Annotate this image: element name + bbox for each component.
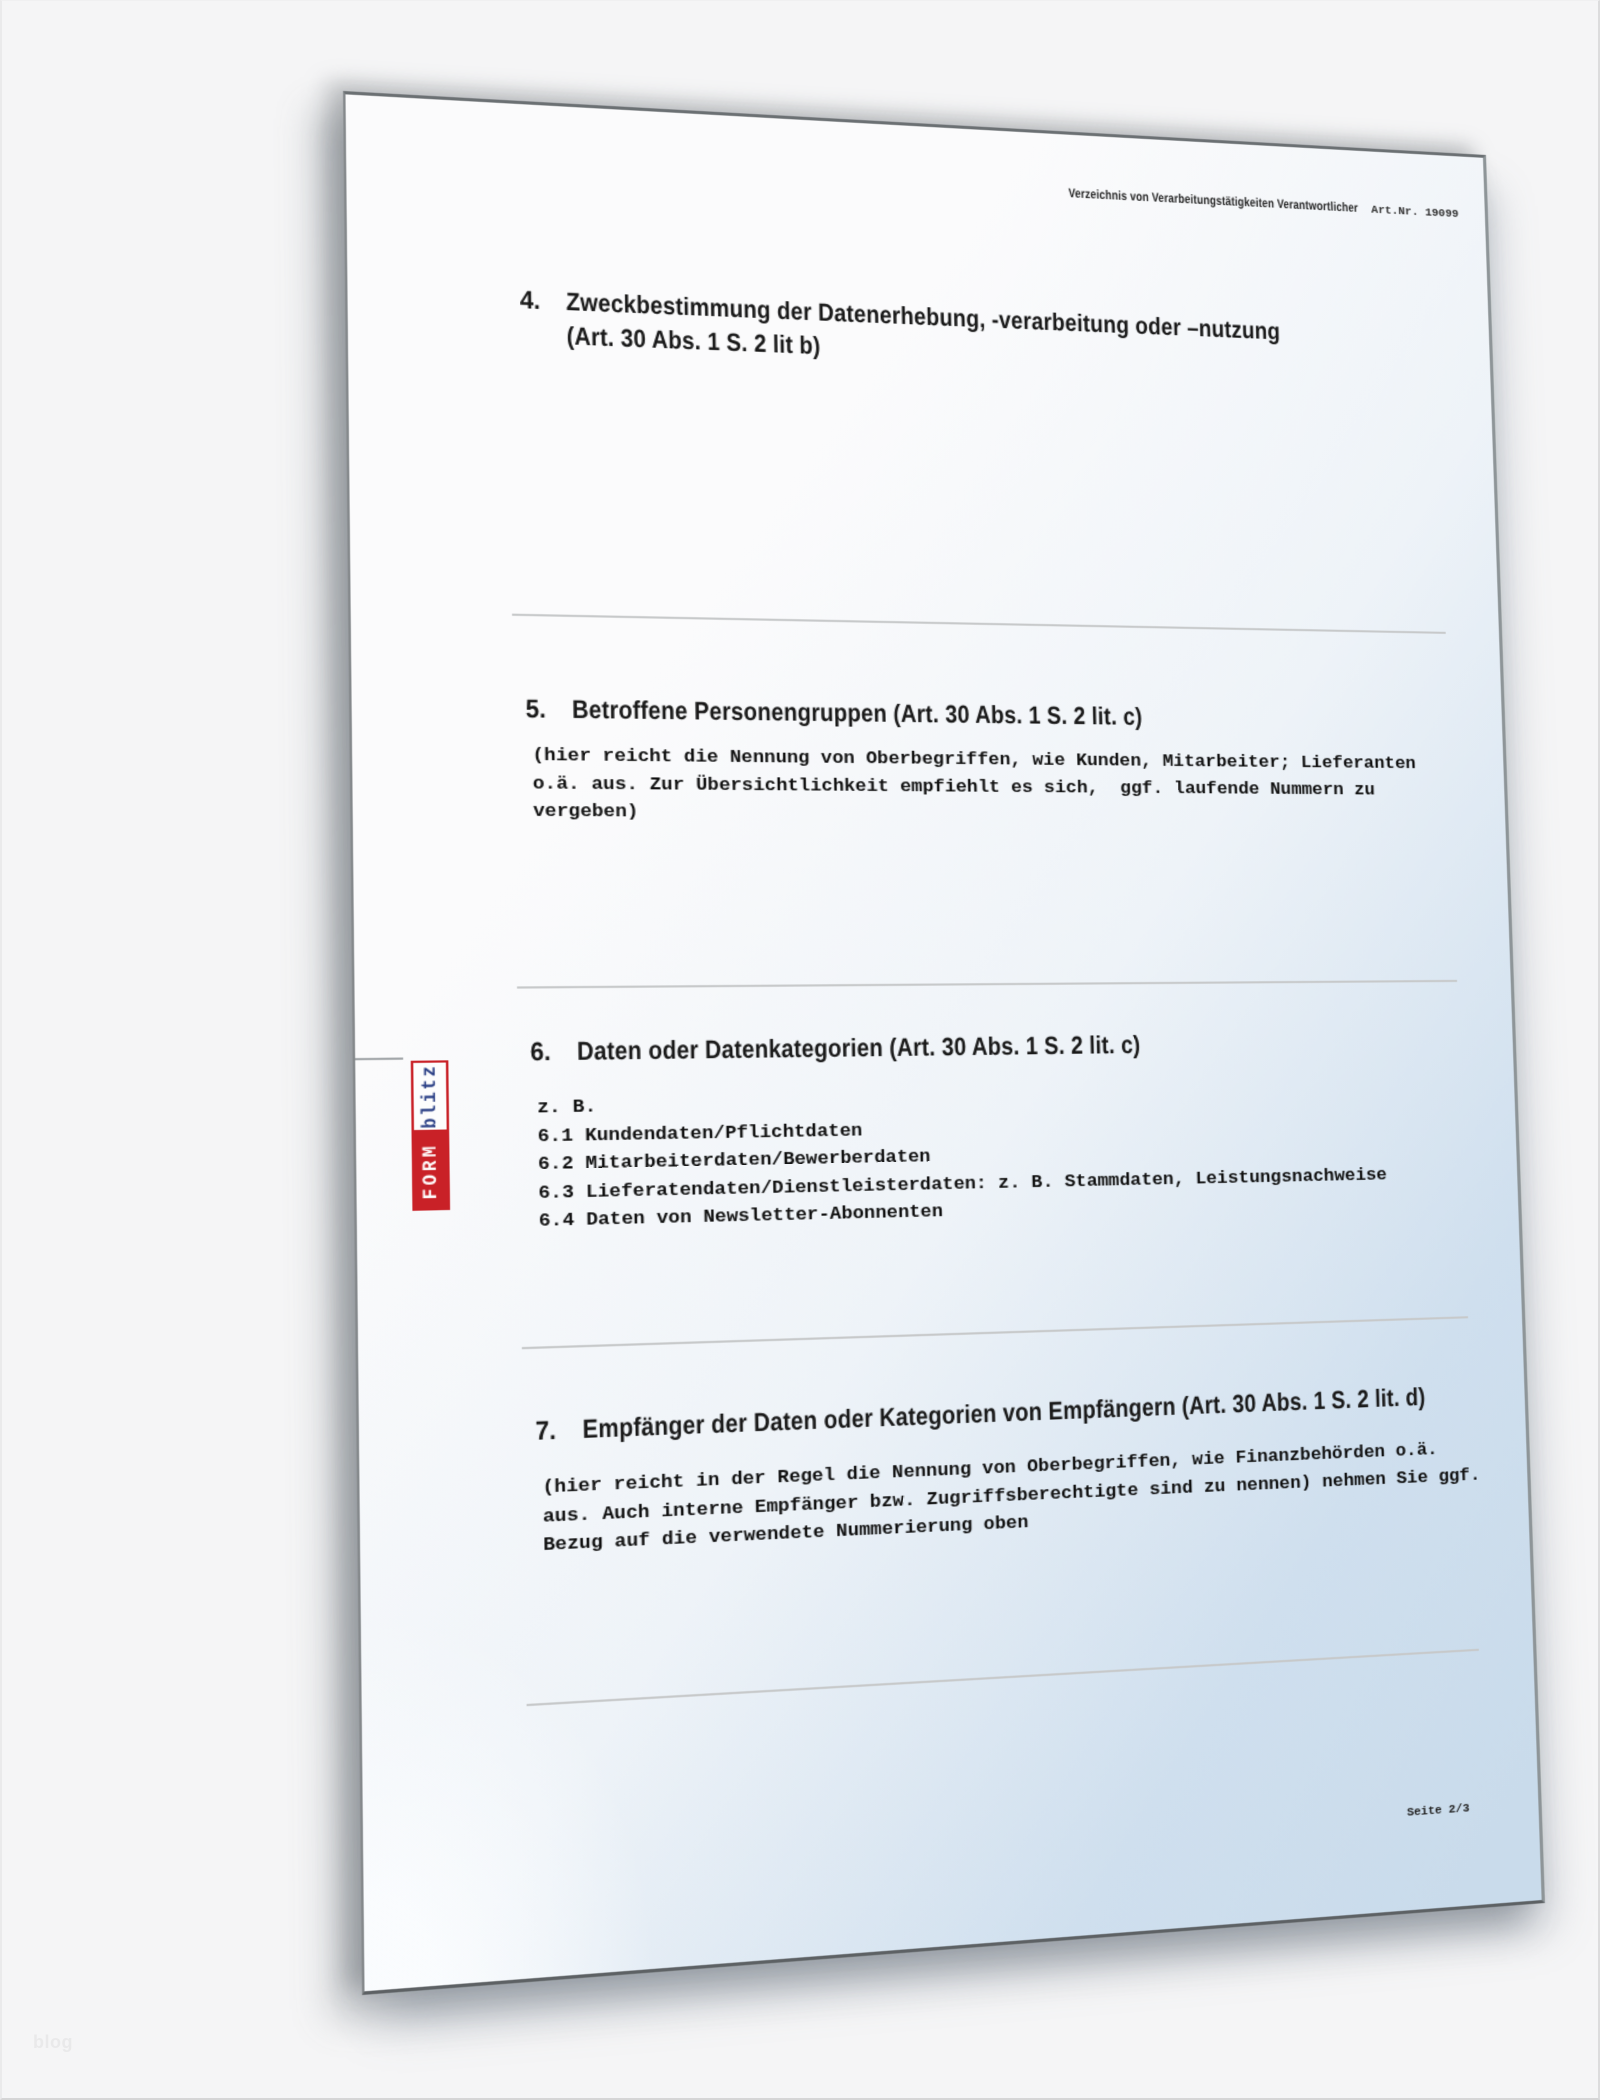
divider (522, 1316, 1468, 1349)
article-number: Art.Nr. 19099 (1371, 204, 1459, 222)
section-body: z. B. 6.1 Kundendaten/Pflichtdaten 6.2 Mitarbeiterdaten/Bewerberdaten 6.3 Lieferatendaten/Dienstleisterdaten: z. B. Stammdaten, Leistungsnachweise 6.4 Daten von Newsletter-Abonnenten (537, 1097, 1388, 1232)
divider (517, 980, 1457, 989)
formblitz-logo (411, 1060, 450, 1211)
section-title: Betroffene Personengruppen (Art. 30 Abs. 1 S. 2 lit. c) (571, 695, 1143, 731)
section-title: Empfänger der Daten oder Kategorien von Empfängern (Art. 30 Abs. 1 S. 2 lit. d) (582, 1382, 1426, 1444)
page-number: Seite 2/3 (1406, 1802, 1470, 1820)
section-5 (525, 692, 1600, 742)
divider (527, 1649, 1479, 1706)
section-number: 6. (530, 1036, 552, 1066)
section-6 (530, 1021, 1600, 1070)
section-number: 4. (519, 285, 541, 315)
logo-blitz-segment: blitz (411, 1060, 449, 1132)
background-watermark: blog (33, 2032, 73, 2052)
divider (512, 614, 1446, 634)
formblitz-logo-inner (411, 1060, 450, 1211)
section-body: (hier reicht in der Regel die Nennung von Oberbegriffen, wie Finanzbehörden o.ä. aus. Auch interne Empfänger bzw. Zugriffsberechtigte sind zu nennen) nehmen Sie ggf. Bezug auf die verwendete Nummerierung oben (542, 1440, 1481, 1556)
section-title: Zweckbestimmung der Datenerhebung, -verarbeitung oder –nutzung (Art. 30 Abs. 1 S. 2 lit b) (565, 287, 1281, 360)
document-page (343, 91, 1545, 1995)
logo-form-segment: FORM (412, 1132, 451, 1211)
section-number: 7. (535, 1415, 557, 1446)
section-4 (520, 283, 1600, 401)
document-header (964, 180, 1459, 221)
section-body: (hier reicht die Nennung von Oberbegriffen, wie Kunden, Mitarbeiter; Lieferanten o.ä. aus. Zur Übersichtlichkeit empfiehlt es sich, ggf. laufende Nummern zu vergeben) (532, 745, 1417, 823)
section-title: Daten oder Datenkategorien (Art. 30 Abs. 1 S. 2 lit. c) (576, 1030, 1141, 1066)
fold-mark (355, 1057, 403, 1060)
section-number: 5. (525, 694, 547, 724)
document-title: Verzeichnis von Verarbeitungstätigkeiten Verantwortlicher (1068, 185, 1359, 215)
